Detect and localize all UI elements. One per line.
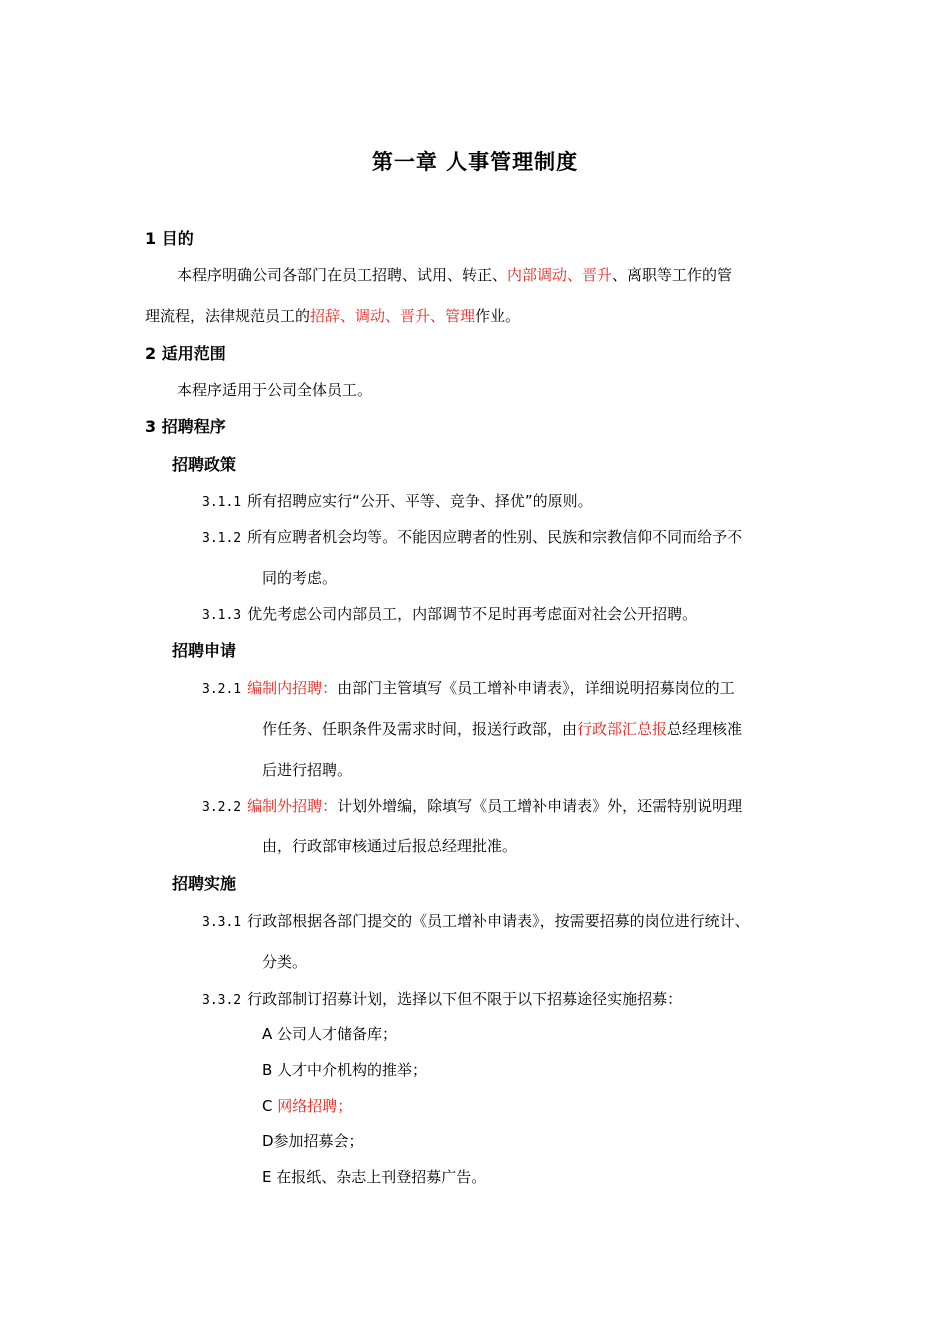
clause-3-1-3	[202, 603, 697, 624]
clause-text: 所有招聘应实行“公开、平等、竞争、择优”的原则。	[247, 492, 593, 510]
purpose-highlight: 内部调动、晋升	[507, 266, 613, 284]
clause-text: 总经理核准	[667, 720, 743, 738]
purpose-text: 作业。	[475, 307, 521, 325]
channel-option-e: E 在报纸、杂志上刊登招募广告。	[262, 1168, 487, 1186]
clause-3-2-1-continued-2: 后进行招聘。	[262, 761, 353, 779]
channel-option-a: A 公司人才储备库；	[262, 1025, 398, 1043]
clause-number: 3.1.3	[202, 608, 242, 623]
subheading-recruitment-application: 招聘申请	[172, 641, 237, 660]
purpose-paragraph-line2	[145, 305, 520, 326]
channel-option-c	[262, 1095, 352, 1116]
clause-text: 行政部根据各部门提交的《员工增补申请表》，按需要招募的岗位进行统计、	[247, 912, 750, 930]
clause-3-1-1	[202, 490, 593, 511]
clause-number: 3.2.1	[202, 682, 242, 697]
clause-3-3-2	[202, 988, 682, 1009]
section-heading-purpose: 1 目的	[145, 229, 194, 248]
clause-number: 3.2.2	[202, 800, 242, 815]
clause-number: 3.3.1	[202, 915, 242, 930]
purpose-text: 理流程，法律规范员工的	[145, 307, 311, 325]
purpose-text: 本程序明确公司各部门在员工招聘、试用、转正、	[177, 266, 508, 284]
clause-3-2-1-continued	[262, 718, 742, 739]
clause-3-2-2-continued: 由，行政部审核通过后报总经理批准。	[262, 837, 518, 855]
option-highlight: 网络招聘；	[277, 1097, 353, 1115]
section-heading-scope: 2 适用范围	[145, 344, 226, 363]
clause-text: 由部门主管填写《员工增补申请表》，详细说明招募岗位的工	[337, 679, 735, 697]
clause-highlight: 编制内招聘：	[247, 679, 338, 697]
clause-text: 所有应聘者机会均等。不能因应聘者的性别、民族和宗教信仰不同而给予不	[247, 528, 743, 546]
clause-text: 计划外增编，除填写《员工增补申请表》外，还需特别说明理	[337, 797, 743, 815]
clause-highlight: 行政部汇总报	[577, 720, 668, 738]
clause-3-2-2	[202, 795, 742, 816]
section-heading-recruitment: 3 招聘程序	[145, 417, 226, 436]
clause-number: 3.1.1	[202, 495, 242, 510]
clause-3-3-1	[202, 910, 750, 931]
clause-text: 行政部制订招募计划，选择以下但不限于以下招募途径实施招募：	[247, 990, 683, 1008]
subheading-recruitment-implementation: 招聘实施	[172, 874, 237, 893]
subheading-recruitment-policy: 招聘政策	[172, 455, 237, 474]
clause-3-1-2-continued: 同的考虑。	[262, 569, 338, 587]
clause-text: 作任务、任职条件及需求时间，报送行政部，由	[262, 720, 578, 738]
scope-paragraph: 本程序适用于公司全体员工。	[177, 381, 373, 399]
purpose-highlight: 招辞、调动、晋升、管理	[310, 307, 476, 325]
clause-3-1-2	[202, 526, 742, 547]
purpose-text: 、离职等工作的管	[612, 266, 733, 284]
document-title: 第一章 人事管理制度	[371, 150, 579, 174]
option-letter: C	[262, 1097, 278, 1115]
channel-option-d: D参加招募会；	[262, 1132, 364, 1150]
clause-3-2-1	[202, 677, 735, 698]
channel-option-b: B 人才中介机构的推举；	[262, 1061, 428, 1079]
clause-highlight: 编制外招聘：	[247, 797, 338, 815]
clause-3-3-1-continued: 分类。	[262, 953, 308, 971]
clause-text: 优先考虑公司内部员工，内部调节不足时再考虑面对社会公开招聘。	[247, 605, 698, 623]
purpose-paragraph-line1	[177, 264, 732, 285]
clause-number: 3.3.2	[202, 993, 242, 1008]
clause-number: 3.1.2	[202, 531, 242, 546]
